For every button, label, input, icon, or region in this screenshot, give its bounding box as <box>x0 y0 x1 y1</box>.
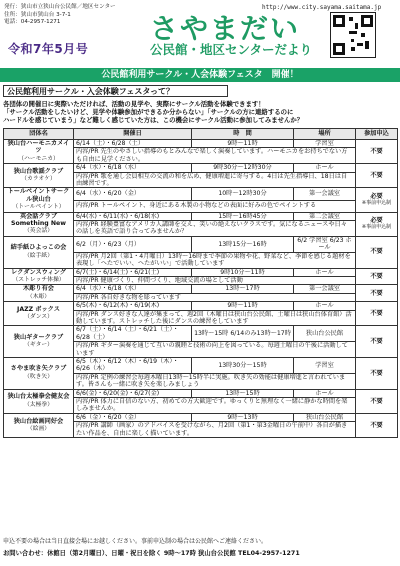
date-cell: 6/4（水）・6/20（金） <box>74 188 192 200</box>
footer-contact: お問い合わせ：休館日（第2月曜日）、日曜・祝日を除く 9時～17時 狭山台公民館 TEL04-2957-1271 <box>3 550 300 557</box>
apply-cell <box>356 326 398 358</box>
header-place: 場所 <box>294 129 356 140</box>
place-cell: 狭山台公民館 <box>294 413 356 421</box>
publisher-line: 発行：狭山市立狭山台公民館／地区センター <box>4 4 116 10</box>
group-name-cell <box>4 164 74 188</box>
group-name: 狭山台ハーモニカメイツ <box>7 140 70 155</box>
apply-note: ※事前申込制 <box>361 224 392 231</box>
apply-cell <box>356 212 398 236</box>
group-name: トールペイントサークル狭山台 <box>7 188 70 203</box>
newsletter-title: さやまだい <box>150 12 301 45</box>
apply-cell <box>356 140 398 164</box>
date-cell: 6/5（木）・6/12（木）・6/19（木）・6/26（木） <box>74 357 192 373</box>
date-cell: 6/14（土）・6/28（土） <box>74 140 192 148</box>
table-row <box>4 164 398 172</box>
issue-date: 令和7年5月号 <box>8 42 89 56</box>
website-url[interactable]: http://www.city.sayama.saitama.jp <box>262 4 382 11</box>
apply-status: 不要 <box>370 310 383 318</box>
time-cell: 9時～11時 <box>192 302 294 310</box>
table-row <box>4 413 398 421</box>
apply-cell <box>356 285 398 302</box>
group-name: 狭山ギタークラブ <box>13 333 64 341</box>
header-group-name: 団体名 <box>4 129 74 140</box>
group-category: （絵画） <box>26 425 51 432</box>
group-name: 結手紙ひよっこの会 <box>10 244 67 252</box>
apply-status: 必要 <box>370 216 383 224</box>
apply-status: 不要 <box>370 337 383 345</box>
place-cell: ホール <box>294 164 356 172</box>
header-apply: 参加申込 <box>356 129 398 140</box>
apply-cell <box>356 357 398 389</box>
place-cell: ホール <box>294 389 356 397</box>
group-name-cell <box>4 236 74 268</box>
group-name: JAZZ ボックス <box>17 305 60 313</box>
description-cell: 内容/PR 健康づくり、仲間づくり、地域交流の場として活動 <box>74 276 356 284</box>
description-cell: 内容/PR 先生のやさしい指導のもとみんなで楽しく演奏しています。ハーモニカをお持ちでない方も自由に見学ください。 <box>74 148 356 164</box>
apply-status: 不要 <box>370 421 383 429</box>
date-cell: 6/5(木)・6/12(木)・6/19(木) <box>74 302 192 310</box>
description-cell: 内容/PR 各自好きな物を彫っています <box>74 293 356 301</box>
date-cell: 6/6（金）・6/20（金） <box>74 413 192 421</box>
apply-cell <box>356 302 398 326</box>
apply-cell <box>356 236 398 268</box>
place-cell: ホール <box>294 302 356 310</box>
time-cell: 13時～15時 6/14のみ13時～17時 <box>192 326 294 342</box>
apply-cell <box>356 413 398 437</box>
intro-line: ハードルを感じていまう」など難しく感じていた方は、この機会にサークル活動に参加してみませんか？ <box>3 116 304 125</box>
group-category: （吹き矢） <box>24 373 53 380</box>
group-category: （ギター） <box>24 342 53 349</box>
group-category: （木彫） <box>26 293 51 300</box>
description-cell: 内容/PR 経験豊富なアメリカ人講師を交え、笑いの絶えないクラスです。気になるニュースや日々の話しを英語で語り合ってみませんか？ <box>74 221 356 237</box>
date-cell: 6/4（水）・6/18（水） <box>74 285 192 293</box>
description-cell: 内容/PR ダンス好きな人達が集まって、週2回（木曜日は狭山台公民館、土曜日は狭山台体育館）活動しています。ストレッチした後にダンスの練習をしています <box>74 310 356 326</box>
place-cell: ホール <box>294 268 356 276</box>
group-category: （カラオケ） <box>21 176 56 183</box>
apply-status: 不要 <box>370 248 383 256</box>
intro-line: 「サークル活動をしたいけど、見学や体験参加ができるか分からない」「サークルの方に連絡するのに <box>3 108 294 117</box>
group-name: レクダンスウィング <box>11 268 66 276</box>
group-category: （英会話） <box>24 228 53 235</box>
group-category: （太極拳） <box>24 401 53 408</box>
table-row <box>4 140 398 148</box>
time-cell: 9時～13時 <box>192 413 294 421</box>
group-name-cell <box>4 357 74 389</box>
apply-status: 不要 <box>370 289 383 297</box>
group-name-cell <box>4 285 74 302</box>
time-cell: 10時～12時30分 <box>192 188 294 200</box>
description-cell: 内容/PR 体力に自信のない方、初めての方大歓迎です。ゆっくりと無理なく一緒に静かな時間を楽しみませんか。 <box>74 398 356 414</box>
group-name: さやま吹き矢クラブ <box>10 365 67 373</box>
apply-status: 不要 <box>370 272 383 280</box>
circle-schedule-table <box>3 128 398 438</box>
apply-status: 不要 <box>370 147 383 155</box>
header-time: 時 間 <box>192 129 294 140</box>
table-row <box>4 285 398 293</box>
apply-cell <box>356 164 398 188</box>
apply-cell <box>356 188 398 212</box>
group-name-cell <box>4 413 74 437</box>
group-name-cell <box>4 140 74 164</box>
group-name-cell <box>4 188 74 212</box>
place-cell: 学習室 <box>294 140 356 148</box>
table-row <box>4 268 398 276</box>
group-name-cell <box>4 302 74 326</box>
table-row <box>4 188 398 200</box>
group-name: 英会話クラブ Something New <box>11 212 66 228</box>
place-cell: 第二会議室 <box>294 212 356 220</box>
place-cell: 第一会議室 <box>294 285 356 293</box>
qr-code-icon[interactable] <box>330 12 376 58</box>
apply-status: 不要 <box>370 397 383 405</box>
time-cell: 9時30分～12時30分 <box>192 164 294 172</box>
intro-line: 各団体の開催日に実際いただければ、活動の見学や、実際にサークル活動を体験できます！ <box>3 100 265 108</box>
intro-text <box>3 100 397 125</box>
time-cell: 13時～17時 <box>192 285 294 293</box>
group-name-cell <box>4 326 74 358</box>
group-name-cell <box>4 212 74 236</box>
table-row <box>4 326 398 342</box>
date-cell: 6/2（月）・6/23（月） <box>74 236 192 252</box>
date-cell: 6/6(金)・6/20(金)・6/27(金) <box>74 389 192 397</box>
group-category: （絵手紙） <box>24 252 53 259</box>
group-name: 狭山台歌謡クラブ <box>13 167 64 175</box>
apply-note: ※事前申込制 <box>361 200 392 207</box>
description-cell: 内容/PR トールペイント、身近にある木製の小物などの表面に好みの色でペイントする <box>74 200 356 212</box>
place-cell: 学習室 <box>294 357 356 373</box>
address-line: 住所：狭山市狭山台 3-7-1 <box>4 11 71 18</box>
footer-note: 申込不要の場合は当日直接会場にお越しください。事前申込制の場合は公民館へご連絡ください。 <box>3 538 268 545</box>
table-row <box>4 302 398 310</box>
group-name-cell <box>4 268 74 285</box>
apply-cell <box>356 268 398 285</box>
header <box>0 0 400 68</box>
table-row <box>4 236 398 252</box>
apply-status: 必要 <box>370 192 383 200</box>
time-cell: 15時～16時45分 <box>192 212 294 220</box>
group-category: （ダンス） <box>24 314 53 321</box>
section-question: 公民館利用サークル・入会体験フェスタって？ <box>3 85 228 97</box>
apply-cell <box>356 389 398 413</box>
date-cell: 6/7（土）・6/14（土）・6/21（土）・6/28（土） <box>74 326 192 342</box>
time-cell: 9時～11時 <box>192 140 294 148</box>
table-body <box>4 140 398 438</box>
time-cell: 9時10分～11時 <box>192 268 294 276</box>
publisher-info <box>4 4 116 27</box>
place-cell: 狭山台公民館 <box>294 326 356 342</box>
group-name: 狭山台絵画同好会 <box>13 417 64 425</box>
group-name: 狭山台太極拳会健友会 <box>7 393 70 401</box>
place-cell: 6/2 学習室 6/23 ホール <box>294 236 356 252</box>
description-cell: 内容/PR 講師（画家）のアドバイスを受けながら、月2回（第1・第3金曜日の午前中）各自が描きたい作品を、自由に楽しく描いています。 <box>74 422 356 438</box>
event-banner: 公民館利用サークル・人会体験フェスタ 開催！ <box>0 68 400 82</box>
description-cell: 内容/PR 歌を通し会員相互の交流の和を広め、健康増進に寄与する。4日は先生指導日、18日は自由練習です。 <box>74 172 356 188</box>
description-cell: 内容/PR 月2回（第1・4月曜日）13時～16時まで季節の果物や花、野菜など、季節を感じる題材を表現し「ヘたでいい、ヘたがいい」で活動しています <box>74 252 356 268</box>
apply-status: 不要 <box>370 172 383 180</box>
time-cell: 13時～15時 <box>192 389 294 397</box>
place-cell: 第一会議室 <box>294 188 356 200</box>
description-cell: 内容/PR ギター演奏を通じて互いの親睦と技術の向上を図っている。毎週土曜日の午後に活動しています <box>74 342 356 358</box>
header-date: 開催日 <box>74 129 192 140</box>
table-row <box>4 357 398 373</box>
date-cell: 6/4（水）・6/18（水） <box>74 164 192 172</box>
phone-line: 電話：04-2957-1271 <box>4 19 61 26</box>
table-row <box>4 389 398 397</box>
date-cell: 6/4(水)・6/11(水)・6/18(水) <box>74 212 192 220</box>
group-category: （ハーモニカ） <box>18 155 59 162</box>
date-cell: 6/7(土)・6/14(土)・6/21(土) <box>74 268 192 276</box>
apply-status: 不要 <box>370 369 383 377</box>
group-name: 木彫り有会 <box>23 285 54 293</box>
time-cell: 13時30分～15時 <box>192 357 294 373</box>
time-cell: 13時15分～16時 <box>192 236 294 252</box>
group-name-cell <box>4 389 74 413</box>
group-category: （トールペイント） <box>12 204 65 211</box>
newsletter-subtitle: 公民館・地区センターだより <box>150 42 313 57</box>
description-cell: 内容/PR 定例の練習会毎週木曜日13時～15時半に実施。吹き矢の効能は健康増進と言われています。皆さんも一緒に吹き矢を楽しみましょう <box>74 373 356 389</box>
group-category: （ストレッチ体操） <box>12 276 65 283</box>
table-row <box>4 212 398 220</box>
